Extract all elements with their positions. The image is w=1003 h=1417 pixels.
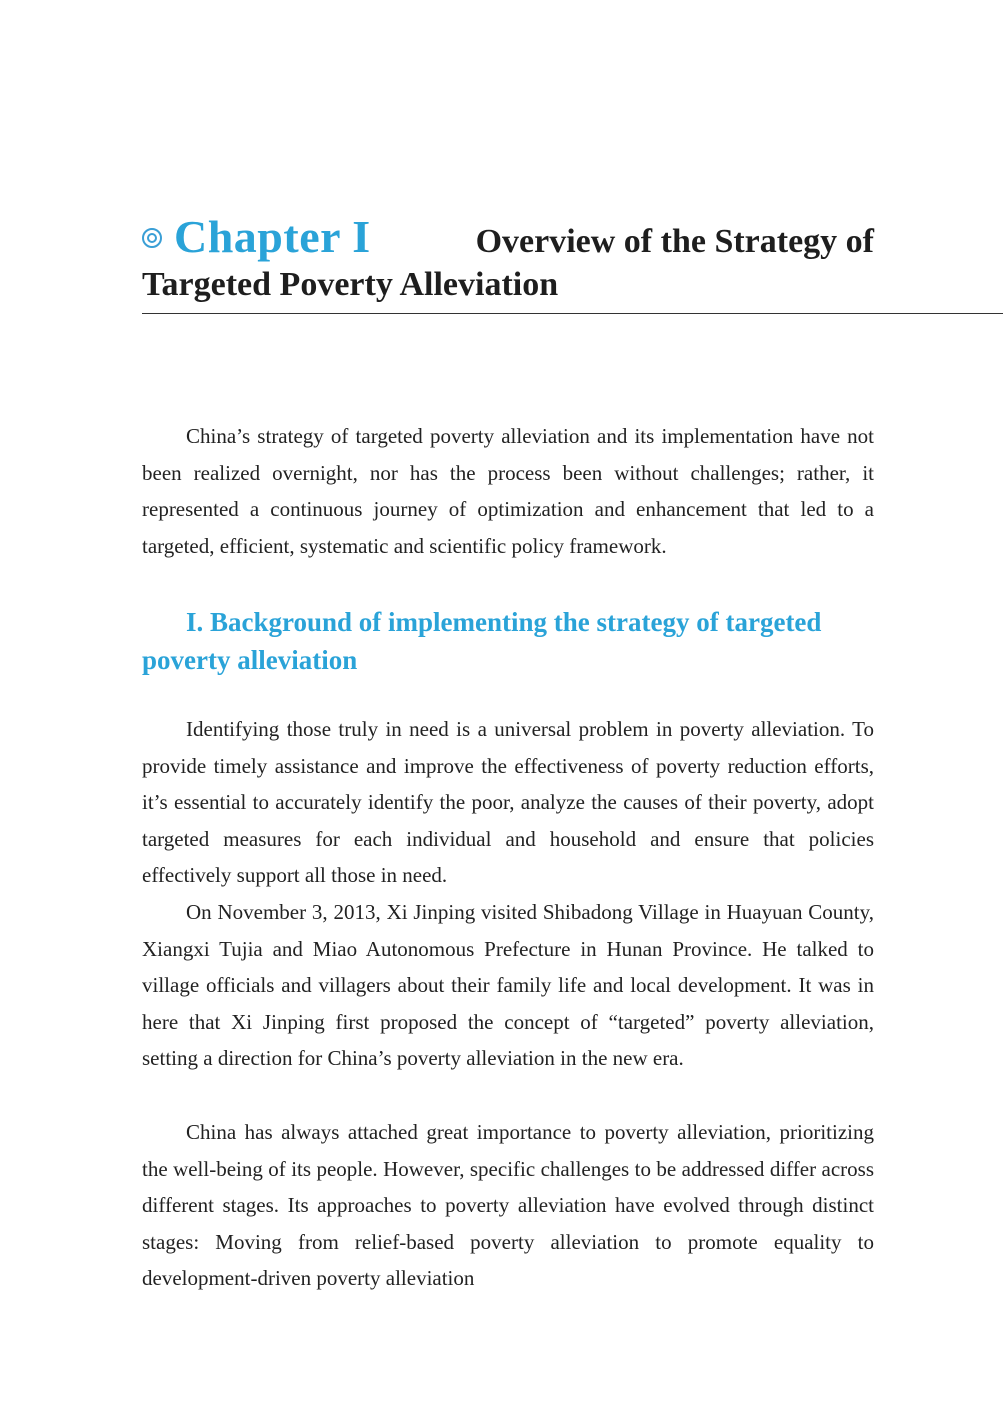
- chapter-title-line-1: Overview of the Strategy of: [475, 223, 874, 260]
- chapter-label: Chapter I: [174, 211, 371, 262]
- body-paragraph-2: On November 3, 2013, Xi Jinping visited Shibadong Village in Huayuan County, Xiangxi Tujia and Miao Autonomous Prefecture in Hunan Province. He talked to village officials and villagers about their family life and local development. It was in here that Xi Jinping first proposed the concept of “targeted” poverty alleviation, setting a direction for China’s poverty alleviation in the new era.: [142, 900, 874, 1071]
- chapter-heading-line-1: [142, 210, 874, 262]
- intro-paragraph: China’s strategy of targeted poverty alleviation and its implementation have not been realized overnight, nor has the process been without challenges; rather, it represented a continuous journey of optimization and enhancement that led to a targeted, efficient, systematic and scientific policy framework.: [142, 424, 874, 558]
- double-circle-icon: [142, 228, 162, 248]
- body-paragraph-3: China has always attached great importance to poverty alleviation, prioritizing the well-being of its people. However, specific challenges to be addressed differ across different stages. Its approaches to poverty alleviation have evolved through distinct stages: Moving from relief-based poverty alleviation to promote equality to development-driven poverty alleviation: [142, 1120, 874, 1291]
- chapter-header: [142, 210, 874, 304]
- chapter-title-line-2: Targeted Poverty Alleviation: [142, 266, 559, 303]
- section-heading: I. Background of implementing the strategy of targeted poverty alleviation: [142, 607, 822, 675]
- chapter-divider: [142, 313, 1003, 314]
- body-paragraph-1: Identifying those truly in need is a universal problem in poverty alleviation. To provide timely assistance and improve the effectiveness of poverty reduction efforts, it’s essential to accurately identify the poor, analyze the causes of their poverty, adopt targeted measures for each individual and household and ensure that policies effectively support all those in need.: [142, 717, 874, 888]
- chapter-label-group: [142, 210, 371, 263]
